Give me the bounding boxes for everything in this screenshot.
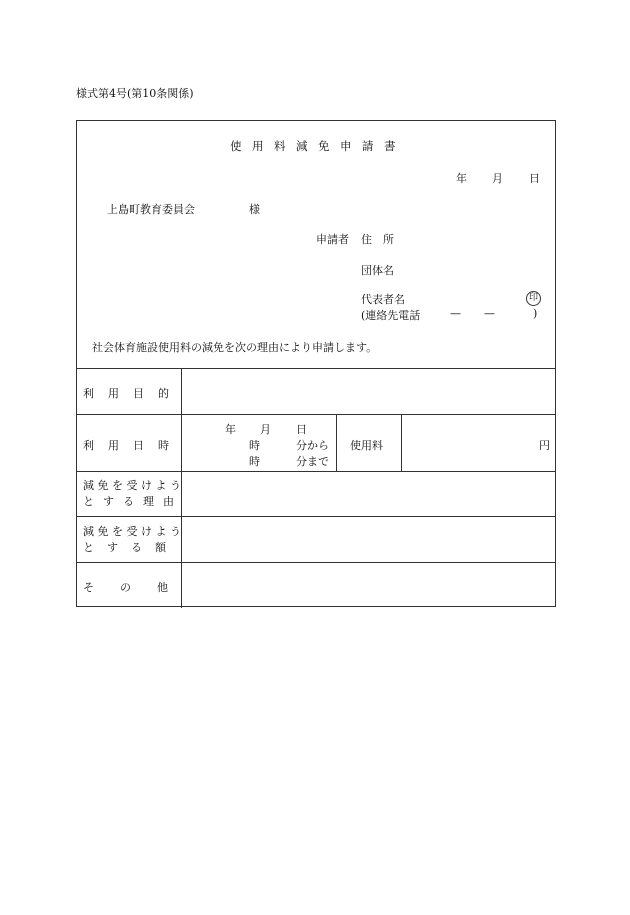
date-day: 日 <box>529 172 540 185</box>
end-minute: 分まで <box>296 455 329 468</box>
contact-close-paren: ) <box>533 307 538 320</box>
document-title: 使用料減免申請書 <box>230 139 406 153</box>
amount-label-line1: 減免を受けよう <box>83 525 185 538</box>
fee-label: 使用料 <box>350 439 383 452</box>
start-hour: 時 <box>249 439 260 452</box>
contact-label: (連絡先電話 <box>361 309 421 322</box>
addressee-name: 上島町教育委員会 <box>107 203 195 216</box>
start-minute: 分から <box>296 439 329 452</box>
divider <box>77 471 555 472</box>
reason-label <box>83 478 185 510</box>
date-year: 年 <box>456 172 467 185</box>
reason-label-line1: 減免を受けよう <box>83 479 185 492</box>
contact-dash-2: — <box>484 307 495 320</box>
date-month: 月 <box>492 172 503 185</box>
applicant-label: 申請者 <box>316 233 349 246</box>
organization-label: 団体名 <box>361 264 394 277</box>
representative-label: 代表者名 <box>361 293 405 306</box>
divider <box>77 414 555 415</box>
purpose-label: 利用目的 <box>83 387 183 400</box>
column-divider <box>401 414 402 471</box>
reason-label-line2: とする理由 <box>83 495 183 508</box>
usage-year: 年 <box>225 423 236 436</box>
amount-label <box>83 524 185 556</box>
application-statement: 社会体育施設使用料の減免を次の理由により申請します。 <box>92 341 378 354</box>
addressee-honorific: 様 <box>249 203 260 216</box>
end-hour: 時 <box>249 455 260 468</box>
application-form <box>76 120 556 607</box>
amount-label-line2: とする額 <box>83 541 179 554</box>
usage-month: 月 <box>260 423 271 436</box>
column-divider <box>336 414 337 471</box>
divider <box>77 562 555 563</box>
divider <box>77 516 555 517</box>
fee-unit: 円 <box>539 439 550 452</box>
other-label: その他 <box>83 581 194 594</box>
seal-icon <box>526 290 541 306</box>
usage-day: 日 <box>296 423 307 436</box>
seal-mark: 印 <box>526 291 541 306</box>
divider <box>77 368 555 369</box>
address-label: 住 所 <box>361 233 394 246</box>
form-number-label: 様式第4号(第10条関係) <box>76 87 194 100</box>
datetime-label: 利用日時 <box>83 439 183 452</box>
contact-dash-1: — <box>450 307 461 320</box>
